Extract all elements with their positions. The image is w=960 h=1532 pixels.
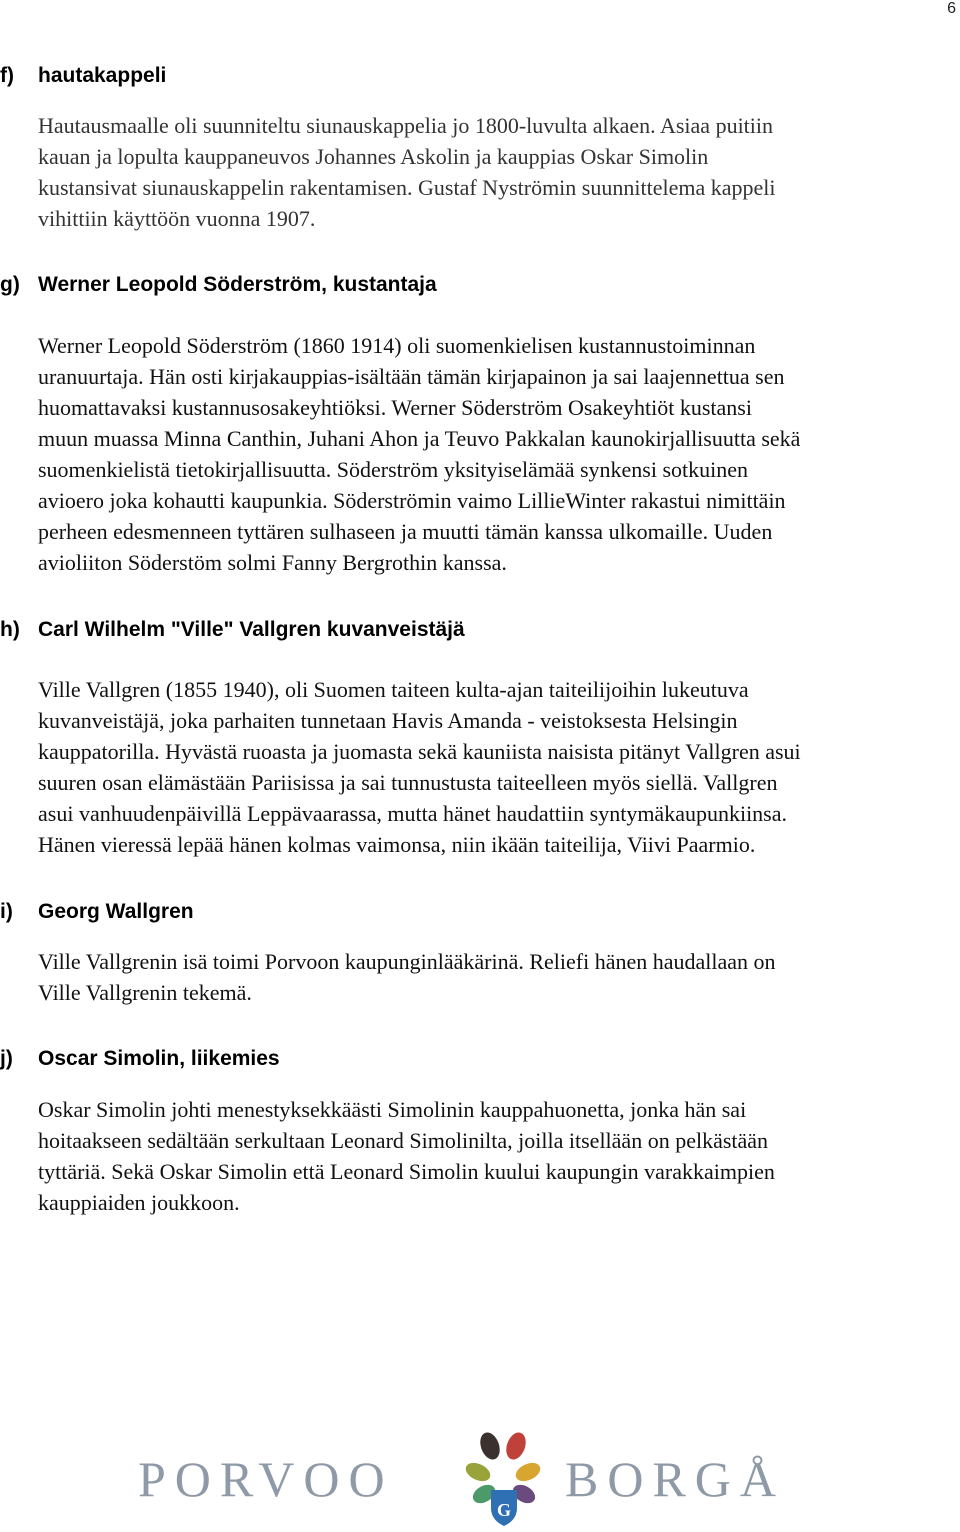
- porvoo-borga-logo: [0, 1420, 960, 1532]
- section-heading-f: [0, 64, 166, 88]
- text-line: asui vanhuudenpäivillä Leppävaarassa, mutta hänet haudattiin syntymäkaupunkiinsa.: [38, 801, 788, 826]
- text-line: Oskar Simolin johti menestyksekkäästi Simolinin kauppahuonetta, jonka hän sai: [38, 1097, 747, 1122]
- text-line: kauan ja lopulta kauppaneuvos Johannes Askolin ja kauppias Oskar Simolin: [38, 144, 709, 169]
- text-line: suomenkielistä tietokirjallisuutta. Söderström yksityiselämää synkensi sotkuinen: [38, 457, 749, 482]
- section-title: hautakappeli: [38, 64, 167, 87]
- text-line: kauppatorilla. Hyvästä ruoasta ja juomasta sekä kauniista naisista pitänyt Vallgren asui: [38, 739, 801, 764]
- text-line: huomattavaksi kustannusosakeyhtiöksi. Werner Söderström Osakeyhtiöt kustansi: [38, 395, 752, 420]
- emblem-petal-olive: [463, 1459, 493, 1484]
- section-body-j: [38, 1094, 956, 1218]
- page-number: 6: [947, 0, 956, 17]
- section-title: Oscar Simolin, liikemies: [38, 1047, 280, 1070]
- text-line: Werner Leopold Söderström (1860 1914) oli suomenkielisen kustannustoiminnan: [38, 333, 756, 358]
- section-heading-i: [0, 900, 194, 924]
- section-letter: j): [0, 1047, 13, 1070]
- section-heading-h: [0, 618, 465, 642]
- section-title: Georg Wallgren: [38, 900, 194, 923]
- text-line: perheen edesmenneen tyttären sulhaseen ja muutti tämän kanssa ulkomaille. Uuden: [38, 519, 773, 544]
- section-body-h: [38, 674, 956, 860]
- text-line: kauppiaiden joukkoon.: [38, 1190, 240, 1215]
- text-line: Hänen vieressä lepää hänen kolmas vaimonsa, niin ikään taiteilija, Viivi Paarmio.: [38, 832, 756, 857]
- text-line: Hautausmaalle oli suunniteltu siunauskappelia jo 1800-luvulta alkaen. Asiaa puitiin: [38, 113, 774, 138]
- section-letter: i): [0, 900, 13, 923]
- emblem-petal-red: [503, 1430, 529, 1462]
- section-letter: g): [0, 273, 20, 296]
- text-line: avioliiton Söderstöm solmi Fanny Bergrothin kanssa.: [38, 550, 507, 575]
- text-line: tyttäriä. Sekä Oskar Simolin että Leonard Simolin kuului kaupungin varakkaimpien: [38, 1159, 775, 1184]
- logo-word-porvoo: PORVOO: [138, 1451, 394, 1507]
- section-heading-g: [0, 273, 437, 297]
- text-line: vihittiin käyttöön vuonna 1907.: [38, 206, 316, 231]
- flower-emblem-icon: [456, 1420, 552, 1532]
- emblem-petal-dark: [477, 1430, 503, 1462]
- emblem-letter: G: [496, 1500, 512, 1520]
- text-line: suuren osan elämästään Pariisissa ja sai tunnustusta taiteelleen myös siellä. Vallgren: [38, 770, 778, 795]
- section-body-g: [38, 330, 956, 578]
- text-line: kustansivat siunauskappelin rakentamisen. Gustaf Nyströmin suunnittelema kappeli: [38, 175, 776, 200]
- section-body-f: [38, 110, 956, 234]
- text-line: kuvanveistäjä, joka parhaiten tunnetaan Havis Amanda - veistoksesta Helsingin: [38, 708, 738, 733]
- text-line: Ville Vallgrenin tekemä.: [38, 980, 252, 1005]
- text-line: muun muassa Minna Canthin, Juhani Ahon ja Teuvo Pakkalan kaunokirjallisuutta sekä: [38, 426, 801, 451]
- section-title: Werner Leopold Söderström, kustantaja: [38, 273, 437, 296]
- section-title: Carl Wilhelm "Ville" Vallgren kuvanveistäjä: [38, 618, 465, 641]
- text-line: Ville Vallgrenin isä toimi Porvoon kaupunginlääkärinä. Reliefi hänen haudallaan on: [38, 949, 776, 974]
- logo-word-borga: BORGÅ: [565, 1451, 786, 1507]
- text-line: avioero joka kohautti kaupunkia. Söderströmin vaimo LillieWinter rakastui nimittäin: [38, 488, 786, 513]
- section-heading-j: [0, 1047, 280, 1071]
- section-letter: h): [0, 618, 20, 641]
- text-line: hoitaakseen sedältään serkultaan Leonard Simolinilta, joilla itsellään on pelkästään: [38, 1128, 769, 1153]
- text-line: Ville Vallgren (1855 1940), oli Suomen taiteen kulta-ajan taiteilijoihin lukeutuva: [38, 677, 749, 702]
- text-line: uranuurtaja. Hän osti kirjakauppias-isältään tämän kirjapainon ja sai laajennettua sen: [38, 364, 785, 389]
- section-body-i: [38, 946, 956, 1008]
- section-letter: f): [0, 64, 14, 87]
- emblem-petal-gold: [513, 1459, 543, 1484]
